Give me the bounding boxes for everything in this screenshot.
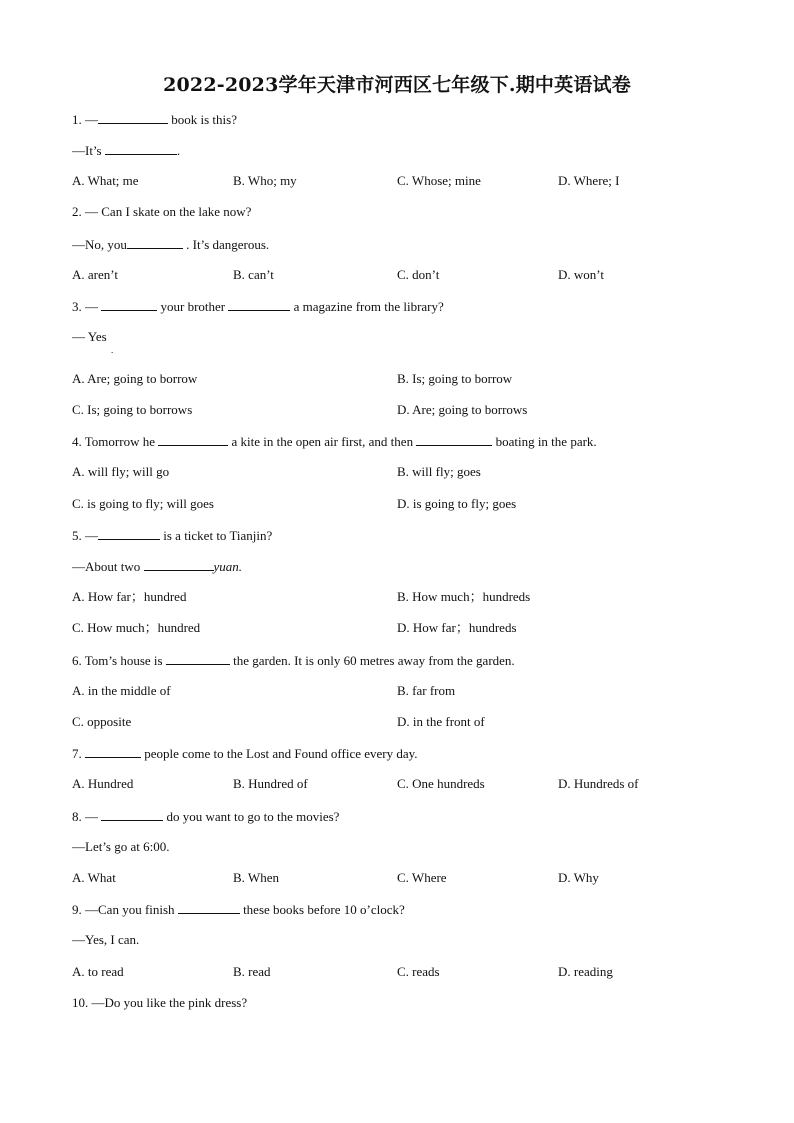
answer-blank[interactable] bbox=[105, 142, 177, 155]
q9-option-c[interactable]: C. reads bbox=[397, 964, 440, 979]
q1-prefix: 1. — bbox=[72, 112, 98, 127]
q6-prefix: 6. Tom’s house is bbox=[72, 653, 166, 668]
q3-prefix: 3. — bbox=[72, 299, 102, 314]
q1-option-a[interactable]: A. What; me bbox=[72, 173, 139, 188]
q4-suffix: boating in the park. bbox=[492, 434, 597, 449]
q2-option-b[interactable]: B. can’t bbox=[233, 267, 274, 282]
q6-option-a[interactable]: A. in the middle of bbox=[72, 683, 171, 698]
q5-suffix: is a ticket to Tianjin? bbox=[160, 528, 273, 543]
question-3-stem bbox=[72, 298, 752, 315]
q1-answer-suffix: . bbox=[176, 143, 181, 158]
question-10-stem: 10. —Do you like the pink dress? bbox=[72, 995, 248, 1010]
question-2-answer bbox=[72, 236, 752, 253]
question-9-stem bbox=[72, 901, 752, 918]
q6-suffix: the garden. It is only 60 metres away from the garden. bbox=[229, 653, 515, 668]
q6-option-d[interactable]: D. in the front of bbox=[397, 714, 485, 729]
q3-option-c[interactable]: C. Is; going to borrows bbox=[72, 402, 193, 417]
q9-option-a[interactable]: A. to read bbox=[72, 964, 124, 979]
answer-blank[interactable] bbox=[416, 433, 492, 446]
q1-text: book is this? bbox=[168, 112, 237, 127]
q2-answer-prefix: —No, you bbox=[72, 237, 127, 252]
question-5-answer bbox=[72, 558, 752, 575]
answer-blank[interactable] bbox=[127, 236, 183, 249]
q7-option-c[interactable]: C. One hundreds bbox=[397, 776, 485, 791]
q6-option-c[interactable]: C. opposite bbox=[72, 714, 132, 729]
q3-answer-mark: . bbox=[111, 345, 114, 355]
page-title: 2022-2023学年天津市河西区七年级下.期中英语试卷 bbox=[163, 74, 631, 96]
answer-blank[interactable] bbox=[101, 298, 157, 311]
q7-option-a[interactable]: A. Hundred bbox=[72, 776, 134, 791]
question-9-answer: —Yes, I can. bbox=[72, 932, 140, 947]
q2-option-d[interactable]: D. won’t bbox=[558, 267, 604, 282]
answer-blank[interactable] bbox=[101, 808, 163, 821]
q4-mid: a kite in the open air first, and then bbox=[228, 434, 417, 449]
question-1-stem bbox=[72, 111, 752, 128]
question-3-answer: — Yes bbox=[72, 329, 107, 344]
q5-option-a[interactable]: A. How far；hundred bbox=[72, 589, 187, 604]
q5-prefix: 5. — bbox=[72, 528, 98, 543]
question-7-stem bbox=[72, 745, 752, 762]
q7-option-b[interactable]: B. Hundred of bbox=[233, 776, 308, 791]
answer-blank[interactable] bbox=[158, 433, 228, 446]
question-2-stem: 2. — Can I skate on the lake now? bbox=[72, 204, 252, 219]
q7-prefix: 7. bbox=[72, 746, 85, 761]
q3-option-d[interactable]: D. Are; going to borrows bbox=[397, 402, 528, 417]
answer-blank[interactable] bbox=[228, 298, 290, 311]
q2-answer-suffix: . It’s dangerous. bbox=[182, 237, 270, 252]
q5-answer-prefix: —About two bbox=[72, 559, 144, 574]
q6-option-b[interactable]: B. far from bbox=[397, 683, 456, 698]
q5-option-c[interactable]: C. How much；hundred bbox=[72, 620, 201, 635]
q4-option-a[interactable]: A. will fly; will go bbox=[72, 464, 170, 479]
question-8-answer: —Let’s go at 6:00. bbox=[72, 839, 170, 854]
question-8-stem bbox=[72, 808, 752, 825]
question-5-stem bbox=[72, 527, 752, 544]
q8-option-d[interactable]: D. Why bbox=[558, 870, 599, 885]
q5-answer-unit: yuan. bbox=[213, 559, 243, 574]
answer-blank[interactable] bbox=[98, 111, 168, 124]
q8-option-a[interactable]: A. What bbox=[72, 870, 116, 885]
answer-blank[interactable] bbox=[166, 652, 230, 665]
answer-blank[interactable] bbox=[144, 558, 214, 571]
answer-blank[interactable] bbox=[98, 527, 160, 540]
q7-option-d[interactable]: D. Hundreds of bbox=[558, 776, 639, 791]
q9-prefix: 9. —Can you finish bbox=[72, 902, 178, 917]
q5-option-d[interactable]: D. How far；hundreds bbox=[397, 620, 517, 635]
q2-option-c[interactable]: C. don’t bbox=[397, 267, 440, 282]
q9-suffix: these books before 10 o’clock? bbox=[239, 902, 405, 917]
q4-option-d[interactable]: D. is going to fly; goes bbox=[397, 496, 517, 511]
q4-prefix: 4. Tomorrow he bbox=[72, 434, 159, 449]
q5-option-b[interactable]: B. How much；hundreds bbox=[397, 589, 531, 604]
q9-option-d[interactable]: D. reading bbox=[558, 964, 613, 979]
q8-suffix: do you want to go to the movies? bbox=[163, 809, 340, 824]
answer-blank[interactable] bbox=[178, 901, 240, 914]
q9-option-b[interactable]: B. read bbox=[233, 964, 271, 979]
question-1-answer bbox=[72, 142, 752, 159]
q8-option-c[interactable]: C. Where bbox=[397, 870, 447, 885]
q3-suffix: a magazine from the library? bbox=[290, 299, 444, 314]
q7-suffix: people come to the Lost and Found office every day. bbox=[141, 746, 418, 761]
q1-option-c[interactable]: C. Whose; mine bbox=[397, 173, 481, 188]
q8-option-b[interactable]: B. When bbox=[233, 870, 279, 885]
q1-option-b[interactable]: B. Who; my bbox=[233, 173, 297, 188]
q8-prefix: 8. — bbox=[72, 809, 102, 824]
q3-mid: your brother bbox=[157, 299, 229, 314]
q3-option-a[interactable]: A. Are; going to borrow bbox=[72, 371, 198, 386]
q2-option-a[interactable]: A. aren’t bbox=[72, 267, 118, 282]
q1-answer-prefix: —It’s bbox=[72, 143, 105, 158]
q4-option-c[interactable]: C. is going to fly; will goes bbox=[72, 496, 214, 511]
q4-option-b[interactable]: B. will fly; goes bbox=[397, 464, 481, 479]
answer-blank[interactable] bbox=[85, 745, 141, 758]
question-6-stem bbox=[72, 652, 752, 669]
question-4-stem bbox=[72, 433, 752, 450]
q3-option-b[interactable]: B. Is; going to borrow bbox=[397, 371, 513, 386]
q1-option-d[interactable]: D. Where; I bbox=[558, 173, 620, 188]
